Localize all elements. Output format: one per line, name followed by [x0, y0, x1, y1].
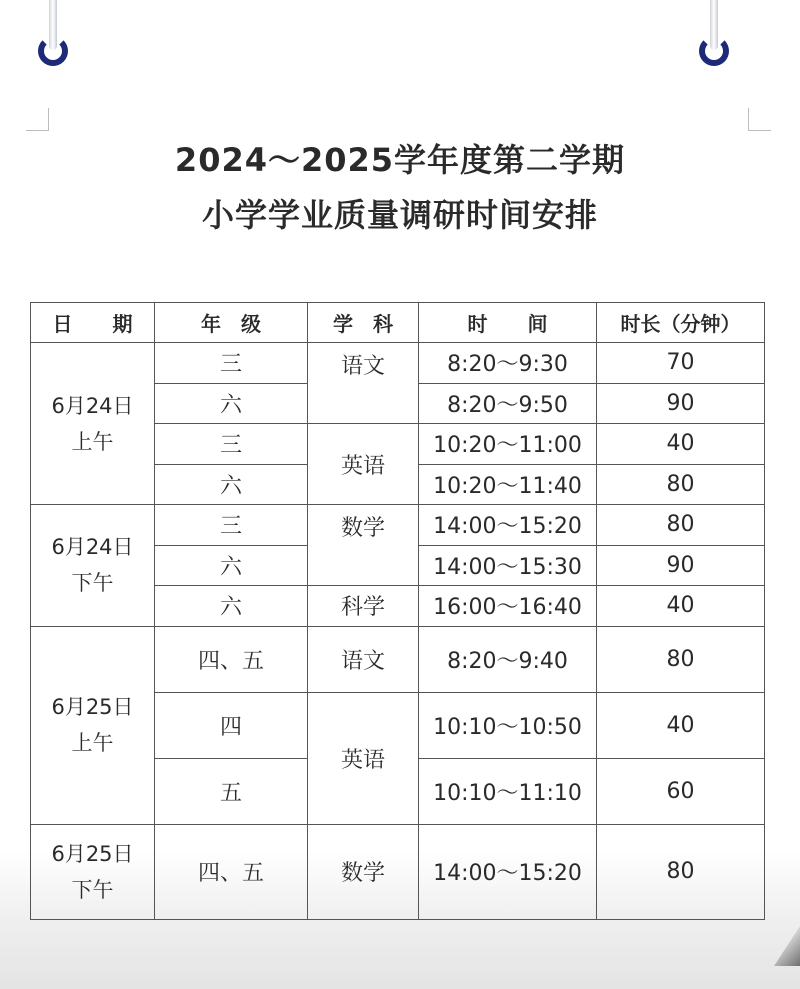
page-subtitle: 小学学业质量调研时间安排	[201, 196, 598, 234]
time-cell: 10:10～11:10	[419, 758, 597, 824]
time-cell: 10:20～11:00	[419, 424, 597, 465]
grade-cell: 六	[155, 383, 308, 424]
grade-cell: 四	[155, 692, 308, 758]
date-cell	[31, 343, 155, 505]
table-row	[31, 343, 765, 384]
duration-cell: 40	[597, 424, 765, 465]
duration-cell: 80	[597, 626, 765, 692]
grade-cell: 四、五	[155, 626, 308, 692]
date-cell	[31, 824, 155, 919]
date-cell	[31, 505, 155, 627]
grade-cell: 六	[155, 545, 308, 586]
subject-cell: 语文	[308, 343, 419, 424]
crop-mark-right	[748, 108, 771, 131]
binder-ring-left	[36, 0, 70, 74]
grade-cell: 六	[155, 586, 308, 627]
binder-ring-right	[697, 0, 731, 74]
time-cell: 14:00～15:20	[419, 824, 597, 919]
date-cell	[31, 626, 155, 824]
time-cell: 14:00～15:30	[419, 545, 597, 586]
subject-cell: 数学	[308, 824, 419, 919]
period-text: 上午	[71, 731, 114, 755]
time-cell: 8:20～9:40	[419, 626, 597, 692]
date-text: 6月25日	[51, 695, 134, 719]
duration-cell: 70	[597, 343, 765, 384]
date-text: 6月24日	[51, 535, 134, 560]
table-row	[31, 505, 765, 546]
period-text: 上午	[71, 429, 114, 454]
time-cell: 14:00～15:20	[419, 505, 597, 546]
table-row	[31, 626, 765, 692]
header-date: 日 期	[31, 303, 155, 343]
page-curl	[774, 926, 800, 966]
duration-cell: 80	[597, 505, 765, 546]
time-cell: 8:20～9:30	[419, 343, 597, 384]
time-cell: 8:20～9:50	[419, 383, 597, 424]
header-time: 时 间	[419, 303, 597, 343]
duration-cell: 80	[597, 464, 765, 505]
grade-cell: 三	[155, 343, 308, 384]
duration-cell: 40	[597, 692, 765, 758]
period-text: 下午	[71, 877, 114, 902]
duration-cell: 80	[597, 824, 765, 919]
schedule-table	[30, 302, 765, 920]
subject-cell: 英语	[308, 692, 419, 824]
period-text: 下午	[71, 571, 114, 596]
date-text: 6月24日	[51, 393, 134, 418]
header-grade: 年 级	[155, 303, 308, 343]
grade-cell: 三	[155, 424, 308, 465]
crop-mark-left	[26, 108, 49, 131]
table-header-row	[31, 303, 765, 343]
grade-cell: 五	[155, 758, 308, 824]
page-title: 2024～2025学年度第二学期	[174, 141, 626, 179]
time-cell: 10:20～11:40	[419, 464, 597, 505]
subject-cell: 英语	[308, 424, 419, 505]
grade-cell: 三	[155, 505, 308, 546]
grade-cell: 六	[155, 464, 308, 505]
subject-cell: 科学	[308, 586, 419, 627]
subject-cell: 语文	[308, 626, 419, 692]
duration-cell: 90	[597, 383, 765, 424]
header-subject: 学 科	[308, 303, 419, 343]
duration-cell: 90	[597, 545, 765, 586]
table-row	[31, 824, 765, 919]
duration-cell: 60	[597, 758, 765, 824]
time-cell: 16:00～16:40	[419, 586, 597, 627]
grade-cell: 四、五	[155, 824, 308, 919]
date-text: 6月25日	[51, 841, 134, 866]
subject-cell: 数学	[308, 505, 419, 586]
duration-cell: 40	[597, 586, 765, 627]
time-cell: 10:10～10:50	[419, 692, 597, 758]
header-duration: 时长（分钟）	[597, 303, 765, 343]
